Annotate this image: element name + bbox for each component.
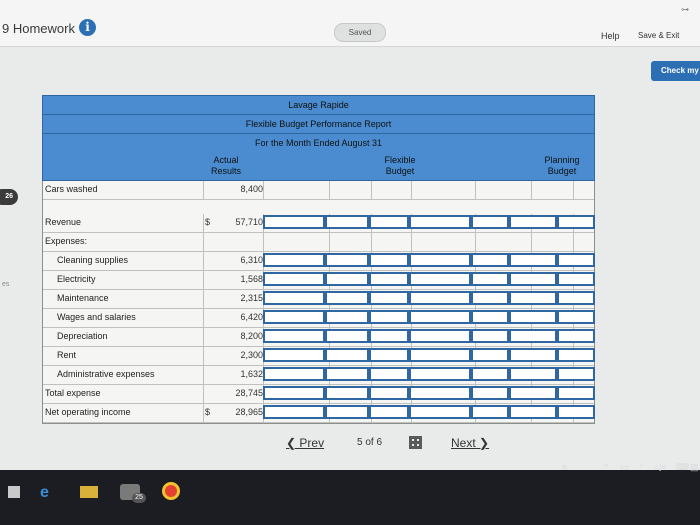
answer-input-box[interactable]: [263, 310, 325, 324]
column-divider: [203, 271, 204, 289]
column-divider: [203, 309, 204, 327]
info-icon[interactable]: i: [79, 19, 96, 36]
report-period: For the Month Ended August 31: [42, 133, 595, 152]
answer-input-box[interactable]: [263, 291, 325, 305]
answer-input-box[interactable]: [369, 329, 409, 343]
answer-input-box[interactable]: [471, 215, 509, 229]
answer-input-box[interactable]: [471, 329, 509, 343]
question-badge[interactable]: 26: [0, 189, 18, 205]
answer-input-box[interactable]: [557, 215, 595, 229]
next-button[interactable]: Next ❯: [451, 436, 490, 450]
actual-amount: 2,300: [240, 350, 263, 360]
answer-input-box[interactable]: [509, 291, 557, 305]
column-divider: [531, 181, 532, 199]
answer-input-box[interactable]: [471, 291, 509, 305]
row-label: Maintenance: [57, 293, 109, 303]
column-divider: [203, 233, 204, 251]
column-divider: [371, 181, 372, 199]
answer-input-box[interactable]: [325, 253, 369, 267]
grid-icon[interactable]: [409, 436, 422, 449]
table-row: [43, 271, 594, 290]
actual-amount: 28,965: [235, 407, 263, 417]
keyboard-icon[interactable]: ⌨: [676, 462, 689, 472]
help-link[interactable]: Help: [601, 31, 620, 41]
actual-amount: 1,568: [240, 274, 263, 284]
notification-icon[interactable]: ▤: [690, 462, 699, 472]
answer-input-box[interactable]: [409, 405, 471, 419]
column-divider: [203, 404, 204, 422]
taskbar: [0, 470, 700, 525]
row-label: Expenses:: [45, 236, 88, 246]
row-label: Net operating income: [45, 407, 131, 417]
column-divider: [475, 233, 476, 251]
answer-input-box[interactable]: [409, 291, 471, 305]
answer-input-box[interactable]: [263, 272, 325, 286]
column-divider: [203, 214, 204, 232]
answer-input-box[interactable]: [263, 215, 325, 229]
col-actual-results: Actual Results: [210, 155, 241, 176]
answer-input-box[interactable]: [369, 348, 409, 362]
actual-amount: 28,745: [235, 388, 263, 398]
next-label: Next: [451, 436, 476, 450]
actual-amount: 8,400: [240, 184, 263, 194]
answer-input-box[interactable]: [325, 367, 369, 381]
answer-input-box[interactable]: [369, 215, 409, 229]
column-divider: [329, 181, 330, 199]
answer-input-box[interactable]: [509, 386, 557, 400]
answer-input-box[interactable]: [471, 272, 509, 286]
table-row: [43, 252, 594, 271]
answer-input-box[interactable]: [263, 329, 325, 343]
answer-input-box[interactable]: [369, 253, 409, 267]
answer-input-box[interactable]: [409, 367, 471, 381]
answer-input-box[interactable]: [409, 310, 471, 324]
answer-input-box[interactable]: [509, 310, 557, 324]
answer-input-box[interactable]: [557, 272, 595, 286]
top-bar: [0, 0, 700, 47]
saved-status-badge: Saved: [334, 23, 386, 42]
chevron-up-icon[interactable]: ^: [604, 462, 609, 472]
answer-input-box[interactable]: [557, 291, 595, 305]
answer-input-box[interactable]: [369, 367, 409, 381]
answer-input-box[interactable]: [557, 386, 595, 400]
answer-input-box[interactable]: [409, 329, 471, 343]
page-of: of: [365, 437, 374, 448]
actual-amount: 57,710: [235, 217, 263, 227]
column-divider: [411, 181, 412, 199]
table-row: [43, 366, 594, 385]
battery-icon: ▭: [620, 462, 629, 472]
answer-input-box[interactable]: [509, 405, 557, 419]
answer-input-box[interactable]: [471, 386, 509, 400]
answer-input-box[interactable]: [509, 348, 557, 362]
answer-input-box[interactable]: [263, 405, 325, 419]
answer-input-box[interactable]: [325, 291, 369, 305]
column-headers: [42, 152, 595, 181]
col-flexible-budget: Flexible Budget: [384, 155, 416, 176]
table-row: [43, 290, 594, 309]
table-row: [43, 404, 594, 423]
column-divider: [573, 181, 574, 199]
column-divider: [203, 366, 204, 384]
column-divider: [203, 328, 204, 346]
answer-input-box[interactable]: [557, 329, 595, 343]
key-icon: ⊶: [681, 5, 689, 14]
table-row: [43, 233, 594, 252]
answer-input-box[interactable]: [325, 272, 369, 286]
table-row: [43, 309, 594, 328]
currency-symbol: $: [205, 407, 211, 417]
answer-input-box[interactable]: [471, 348, 509, 362]
answer-input-box[interactable]: [325, 310, 369, 324]
column-divider: [411, 233, 412, 251]
table-row: [43, 328, 594, 347]
answer-input-box[interactable]: [471, 367, 509, 381]
report-subtitle: Flexible Budget Performance Report: [42, 114, 595, 133]
performance-report: [42, 95, 595, 424]
column-divider: [329, 233, 330, 251]
row-label: Electricity: [57, 274, 96, 284]
answer-input-box[interactable]: [325, 405, 369, 419]
page-current: 5: [357, 437, 363, 448]
answer-input-box[interactable]: [509, 367, 557, 381]
row-label: Revenue: [45, 217, 82, 227]
table-row: [43, 385, 594, 404]
answer-input-box[interactable]: [263, 253, 325, 267]
report-grid: [42, 181, 595, 424]
row-label: Cars washed: [45, 184, 98, 194]
column-divider: [203, 252, 204, 270]
answer-input-box[interactable]: [263, 367, 325, 381]
answer-input-box[interactable]: [509, 329, 557, 343]
edge-icon[interactable]: e: [40, 484, 49, 501]
answer-input-box[interactable]: [557, 253, 595, 267]
prev-button[interactable]: ❮ Prev: [286, 436, 325, 450]
row-label: Rent: [57, 350, 77, 360]
answer-input-box[interactable]: [409, 272, 471, 286]
column-divider: [573, 233, 574, 251]
people-icon[interactable]: ጸ: [562, 462, 568, 472]
answer-input-box[interactable]: [369, 310, 409, 324]
answer-input-box[interactable]: [369, 272, 409, 286]
actual-amount: 8,200: [240, 331, 263, 341]
answer-input-box[interactable]: [369, 291, 409, 305]
answer-input-box[interactable]: [325, 348, 369, 362]
answer-input-box[interactable]: [409, 253, 471, 267]
answer-input-box[interactable]: [409, 215, 471, 229]
folder-icon[interactable]: [80, 486, 98, 498]
column-divider: [475, 181, 476, 199]
table-row: [43, 214, 594, 233]
page-total: 6: [376, 437, 383, 448]
row-label: Wages and salaries: [57, 312, 136, 322]
mail-badge: 25: [132, 493, 146, 503]
column-divider: [203, 347, 204, 365]
column-divider: [203, 181, 204, 199]
answer-input-box[interactable]: [509, 272, 557, 286]
column-divider: [371, 233, 372, 251]
answer-input-box[interactable]: [369, 386, 409, 400]
actual-amount: 1,632: [240, 369, 263, 379]
row-label: Cleaning supplies: [57, 255, 129, 265]
column-divider: [263, 181, 264, 199]
currency-symbol: $: [205, 217, 211, 227]
page-indicator: [357, 437, 382, 448]
answer-input-box[interactable]: [557, 367, 595, 381]
row-label: Depreciation: [57, 331, 108, 341]
answer-input-box[interactable]: [325, 215, 369, 229]
row-label: Total expense: [45, 388, 101, 398]
answer-input-box[interactable]: [509, 215, 557, 229]
answer-input-box[interactable]: [369, 405, 409, 419]
answer-input-box[interactable]: [325, 329, 369, 343]
answer-input-box[interactable]: [325, 386, 369, 400]
actual-amount: 2,315: [240, 293, 263, 303]
table-row: [43, 181, 594, 200]
report-title: Lavage Rapide: [42, 95, 595, 114]
answer-input-box[interactable]: [557, 348, 595, 362]
wifi-icon[interactable]: ◜: [640, 462, 644, 472]
answer-input-box[interactable]: [557, 310, 595, 324]
side-label: es: [2, 281, 10, 288]
column-divider: [531, 233, 532, 251]
windows-icon[interactable]: [8, 486, 20, 498]
check-my-work-button[interactable]: Check my: [651, 61, 700, 81]
answer-input-box[interactable]: [471, 405, 509, 419]
col-planning-budget: Planning Budget: [544, 155, 580, 176]
column-divider: [263, 233, 264, 251]
save-exit-button[interactable]: Save & Exit: [638, 31, 680, 40]
answer-input-box[interactable]: [263, 348, 325, 362]
volume-icon[interactable]: ◁×: [654, 462, 667, 472]
chrome-icon[interactable]: [162, 482, 180, 500]
answer-input-box[interactable]: [557, 405, 595, 419]
answer-input-box[interactable]: [263, 386, 325, 400]
row-spacer: [43, 200, 594, 214]
actual-amount: 6,310: [240, 255, 263, 265]
answer-input-box[interactable]: [509, 253, 557, 267]
answer-input-box[interactable]: [471, 310, 509, 324]
actual-amount: 6,420: [240, 312, 263, 322]
homework-title: 9 Homework: [2, 21, 75, 36]
column-divider: [203, 385, 204, 403]
answer-input-box[interactable]: [409, 386, 471, 400]
column-divider: [203, 290, 204, 308]
answer-input-box[interactable]: [471, 253, 509, 267]
prev-label: Prev: [299, 436, 325, 450]
answer-input-box[interactable]: [409, 348, 471, 362]
table-row: [43, 347, 594, 366]
row-label: Administrative expenses: [57, 369, 155, 379]
